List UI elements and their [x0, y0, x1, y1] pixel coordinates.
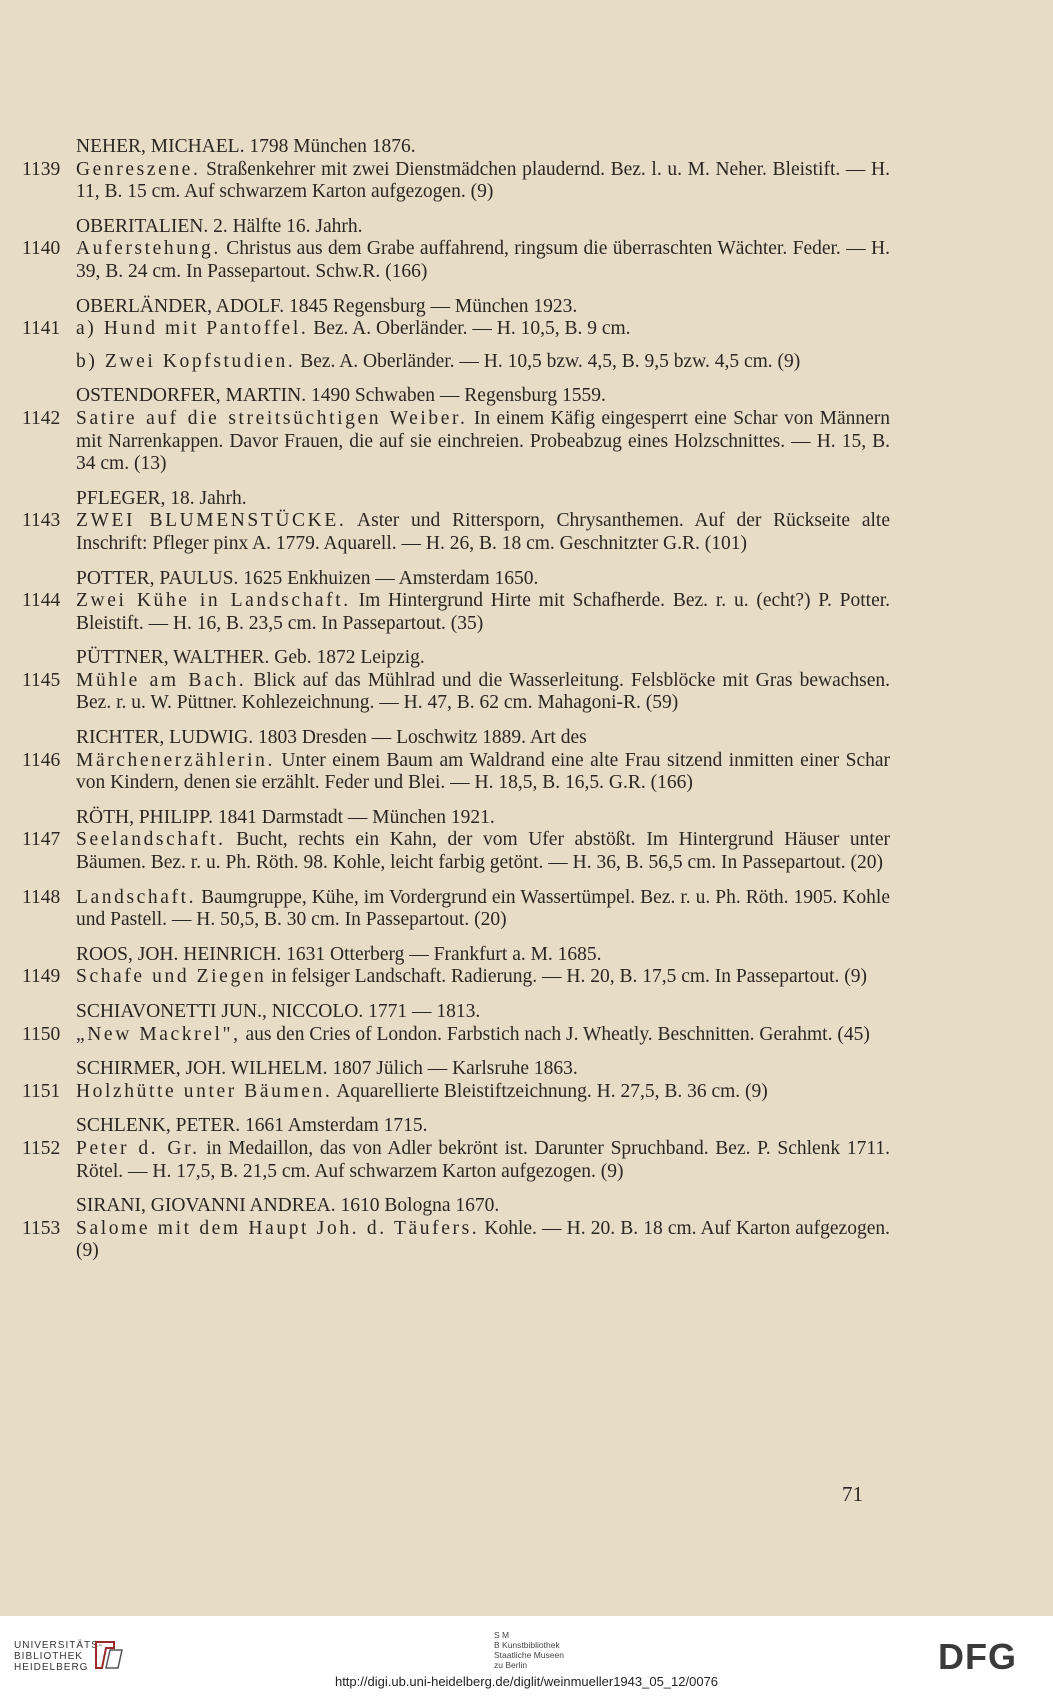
- artist-heading: SCHIRMER, JOH. WILHELM. 1807 Jülich — Karlsruhe 1863.: [76, 1058, 578, 1080]
- lot-title: Peter d. Gr.: [76, 1137, 200, 1159]
- lot-title: Seelandschaft.: [76, 829, 226, 851]
- entry-1140: [22, 216, 890, 284]
- lot-title: Mühle am Bach.: [76, 669, 247, 691]
- lot-number: 1141: [22, 318, 61, 340]
- university-library-label[interactable]: UNIVERSITÄTS- BIBLIOTHEK HEIDELBERG: [14, 1640, 104, 1673]
- entry-1153: [22, 1195, 890, 1263]
- lot-description: aus den Cries of London. Farbstich nach J. Wheatly. Beschnitten. Gerahmt. (45): [245, 1023, 870, 1045]
- lot-title: Auferstehung.: [76, 238, 221, 260]
- lot-description: in Medaillon, das von Adler bekrönt ist. Darunter Spruchband. Bez. P. Schlenk 1711. Rötel. — H. 17,5, B. 21,5 cm. Auf schwarzem Karton aufgezogen. (9): [76, 1137, 890, 1182]
- lot-title: Satire auf die streitsüchtigen Weiber.: [76, 407, 468, 429]
- entry-1146: [22, 727, 890, 795]
- artist-heading: RÖTH, PHILIPP. 1841 Darmstadt — München 1921.: [76, 806, 495, 828]
- lot-description: Im Hintergrund Hirte mit Schafherde. Bez. r. u. (echt?) P. Potter. Bleistift. — H. 16, B. 23,5 cm. In Passepartout. (35): [76, 590, 891, 634]
- lot-description: Baumgruppe, Kühe, im Vordergrund ein Wassertümpel. Bez. r. u. Ph. Röth. 1905. Kohle und Pastell. — H. 50,5, B. 30 cm. In Passepartout. (20): [76, 886, 891, 931]
- entry-1142: [22, 385, 890, 475]
- footer: [0, 1616, 1053, 1696]
- lot-description: Bucht, rechts ein Kahn, der vom Ufer abstößt. Im Hintergrund Häuser unter Bäumen. Bez. r. u. Ph. Röth. 98. Kohle, leicht farbig getönt. — H. 36, B. 56,5 cm. In Passepartout. (20): [76, 829, 891, 874]
- lot-number: 1149: [22, 966, 61, 988]
- lot-number: 1148: [22, 886, 61, 908]
- lot-description: Blick auf das Mühlrad und die Wasserleitung. Felsblöcke mit Gras bewachsen. Bez. r. u. W. Püttner. Kohlezeichnung. — H. 47, B. 62 cm. Mahagoni-R. (59): [76, 669, 890, 714]
- lot-number: 1144: [22, 590, 61, 612]
- lot-description: Unter einem Baum am Waldrand eine alte Frau sitzend inmitten einer Schar von Kindern, denen sie erzählt. Feder und Blei. — H. 18,5, B. 16,5. G.R. (166): [76, 749, 891, 794]
- university-logo-icon[interactable]: [92, 1636, 126, 1672]
- lot-description: Christus aus dem Grabe auffahrend, ringsum die überraschten Wächter. Feder. — H. 39, B. 24 cm. In Passepartout. Schw.R. (166): [76, 238, 891, 282]
- artist-heading: SIRANI, GIOVANNI ANDREA. 1610 Bologna 1670.: [76, 1195, 500, 1217]
- lot-number: 1146: [22, 749, 61, 771]
- entry-1150: [22, 1001, 890, 1046]
- lot-title: Genreszene.: [76, 158, 201, 180]
- lot-description: in felsiger Landschaft. Radierung. — H. 20, B. 17,5 cm. In Passepartout. (9): [271, 966, 867, 988]
- dfg-logo[interactable]: DFG: [938, 1636, 1017, 1677]
- entry-1139: [22, 136, 890, 204]
- lot-title: „New Mackrel",: [76, 1023, 241, 1045]
- lot-number: 1151: [22, 1080, 61, 1102]
- entry-1152: [22, 1115, 890, 1183]
- artist-heading: SCHIAVONETTI JUN., NICCOLO. 1771 — 1813.: [76, 1001, 481, 1022]
- lot-number: 1145: [22, 669, 61, 691]
- lot-title: Schafe und Ziegen: [76, 966, 267, 988]
- lot-description: Aquarellierte Bleistiftzeichnung. H. 27,5, B. 36 cm. (9): [336, 1080, 768, 1102]
- lot-number: 1152: [22, 1137, 61, 1159]
- lot-number: 1143: [22, 510, 61, 532]
- lot-number: 1153: [22, 1217, 61, 1239]
- lot-description: Aster und Rittersporn, Chrysanthemen. Auf der Rückseite alte Inschrift: Pfleger pinx A. 1779. Aquarell. — H. 26, B. 18 cm. Geschnitzter G.R. (101): [76, 510, 890, 554]
- lot-title: Landschaft.: [76, 886, 197, 908]
- lot-number: 1140: [22, 238, 61, 260]
- entry-1143: [22, 488, 890, 556]
- entry-1151: [22, 1058, 890, 1103]
- lot-number: 1150: [22, 1023, 61, 1045]
- artist-heading: OBERITALIEN. 2. Hälfte 16. Jahrh.: [76, 215, 363, 237]
- artist-heading: PFLEGER, 18. Jahrh.: [76, 487, 247, 509]
- smb-kunstbibliothek-label[interactable]: S M B Kunstbibliothek Staatliche Museen zu Berlin: [494, 1630, 564, 1670]
- entry-1149: [22, 944, 890, 989]
- lot-description: Straßenkehrer mit zwei Dienstmädchen plaudernd. Bez. l. u. M. Neher. Bleistift. — H. 11, B. 15 cm. Auf schwarzem Karton aufgezogen. (9): [76, 158, 890, 203]
- lot-title: Zwei Kühe in Landschaft.: [76, 590, 351, 612]
- artist-heading: RICHTER, LUDWIG. 1803 Dresden — Loschwitz 1889. Art des: [76, 727, 587, 749]
- lot-title: ZWEI BLUMENSTÜCKE.: [76, 510, 347, 532]
- lot-description: Kohle. — H. 20. B. 18 cm. Auf Karton aufgezogen. (9): [76, 1217, 890, 1262]
- artist-heading: POTTER, PAULUS. 1625 Enkhuizen — Amsterdam 1650.: [76, 567, 539, 589]
- entry-1148: [22, 887, 890, 932]
- lot-description: Bez. A. Oberländer. — H. 10,5, B. 9 cm.: [313, 318, 631, 340]
- lot-title: Salome mit dem Haupt Joh. d. Täufers.: [76, 1217, 480, 1239]
- lot-number: 1139: [22, 158, 61, 180]
- entry-1144: [22, 568, 890, 636]
- source-url-link[interactable]: http://digi.ub.uni-heidelberg.de/diglit/weinmueller1943_05_12/0076: [334, 1674, 719, 1689]
- artist-heading: OBERLÄNDER, ADOLF. 1845 Regensburg — München 1923.: [76, 295, 578, 317]
- entry-1147: [22, 807, 890, 875]
- lot-title: Holzhütte unter Bäumen.: [76, 1080, 333, 1102]
- lot-title: a) Hund mit Pantoffel.: [76, 318, 309, 340]
- artist-heading: PÜTTNER, WALTHER. Geb. 1872 Leipzig.: [76, 647, 425, 669]
- lot-title: b) Zwei Kopfstudien.: [76, 350, 296, 372]
- page-number: 71: [842, 1482, 863, 1506]
- catalog-text: [22, 136, 890, 1275]
- artist-heading: OSTENDORFER, MARTIN. 1490 Schwaben — Regensburg 1559.: [76, 385, 606, 407]
- artist-heading: SCHLENK, PETER. 1661 Amsterdam 1715.: [76, 1115, 428, 1137]
- lot-title: Märchenerzählerin.: [76, 749, 275, 771]
- entry-1141: [22, 296, 890, 374]
- entry-1145: [22, 647, 890, 715]
- lot-number: 1142: [22, 407, 61, 429]
- lot-number: 1147: [22, 829, 61, 851]
- artist-heading: NEHER, MICHAEL. 1798 München 1876.: [76, 136, 416, 157]
- lot-description: In einem Käfig eingesperrt eine Schar von Männern mit Narrenkappen. Davor Frauen, die auf sie einchreien. Probeabzug eines Holzschnittes. — H. 15, B. 34 cm. (13): [76, 407, 891, 475]
- lot-description: Bez. A. Oberländer. — H. 10,5 bzw. 4,5, B. 9,5 bzw. 4,5 cm. (9): [300, 350, 801, 372]
- artist-heading: ROOS, JOH. HEINRICH. 1631 Otterberg — Frankfurt a. M. 1685.: [76, 943, 602, 965]
